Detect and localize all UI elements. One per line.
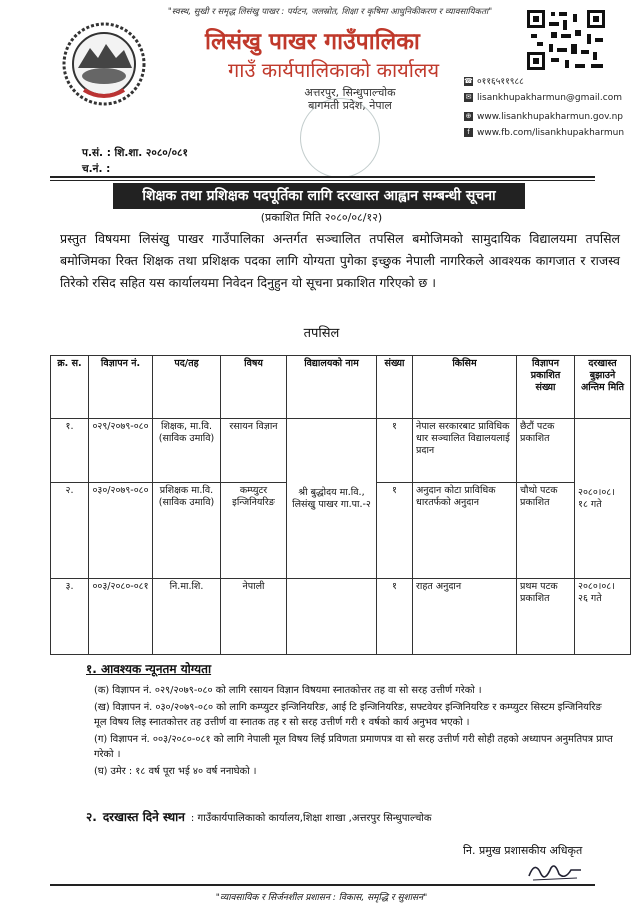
header-divider-thin [50,180,595,181]
table-header-row [51,356,631,419]
phone-icon: ☎ [464,77,473,85]
row-school-empty [287,579,377,655]
contact-facebook-text: www.fb.com/lisankhupakharmun [477,128,625,138]
submission-number: २. [86,810,97,824]
signature-icon [525,858,585,886]
email-icon: ✉ [465,93,472,101]
notice-title: शिक्षक तथा प्रशिक्षक पदपूर्तिका लागि दरखास्त आह्वान सम्बन्धी सूचना [113,183,525,209]
header-tagline: "स्वस्थ, सुखी र समृद्ध लिसंखु पाखर : पर्यटन, जलस्रोत, शिक्षा र कृषिमा आधुनिकीकरण र व्यावसायिकता" [167,7,493,17]
notice-intro: प्रस्तुत विषयमा लिसंखु पाखर गाउँपालिका अन्तर्गत सञ्चालित तपसिल बमोजिमको सामुदायिक विद्यालयमा तपसिल बमोजिमका रिक्त शिक्षक तथा प्रशिक्षक पदका लागि योग्यता पुगेका इच्छुक नेपाली नागरिकले आवश्यक कागजात र राजस्व तिरेको रसिद सहित यस कार्यालयमा निवेदन दिनुहुन यो सूचना प्रकाशित गरिएको छ । [60,231,620,290]
facebook-icon: f [464,128,473,137]
requirement-item: (ग) विज्ञापन नं. ००३/२०८०-०८१ को लागि नेपाली मूल विषय लिई प्रविणता प्रमाणपत्र वा सो सरह उत्तीर्ण गरी सोही तहको अध्यापन अनुमतिपत्र प्राप्त गरेको । [94,733,613,760]
col-header-deadline: दरखास्त बुझाउने अन्तिम मिति [575,356,631,419]
row-count: १ [377,419,413,483]
address-line-2: बागमती प्रदेश, नेपाल [308,99,392,112]
requirements-list [94,683,614,780]
schedule-title: तपसिल [303,326,340,341]
row-post: शिक्षक, मा.वि. (साविक उमावि) [153,419,221,483]
col-header-subject: विषय [221,356,287,419]
dispatch-number: च.नं. : [82,163,111,175]
row-count: १ [377,483,413,579]
globe-icon: ⊕ [465,112,472,120]
address-line-1: अत्तरपुर, सिन्धुपाल्चोक [304,86,396,99]
footer-divider [50,884,595,886]
office-title: गाउँ कार्यपालिकाको कार्यालय [228,58,440,82]
contact-website-text: www.lisankhupakharmun.gov.np [477,112,624,122]
table-row [51,579,631,655]
footer-tagline: "व्यावसायिक र सिर्जनशील प्रशासन : विकास, समृद्धि र सुशासन" [215,893,428,903]
qr-code-icon [525,8,607,72]
row-sn: १. [51,419,89,483]
contact-website[interactable] [464,112,623,122]
org-title: लिसंखु पाखर गाउँपालिका [205,29,420,55]
row-type: अनुदान कोटा प्राविधिक धारतर्फको अनुदान [413,483,517,579]
header-divider [50,176,595,178]
row-adv-no: ००३/२०८०-०८१ [89,579,153,655]
col-header-sn: क्र. स. [51,356,89,419]
row-adv-no: ०२९/२०७९-०८० [89,419,153,483]
contact-phone [464,74,524,87]
contact-facebook[interactable] [464,128,624,138]
signatory-title: नि. प्रमुख प्रशासकीय अधिकृत [463,844,583,857]
row-published: चौथो पटक प्रकाशित [517,483,575,579]
office-address [285,86,415,112]
row-type: नेपाल सरकारबाट प्राविधिक धार सञ्चालित विद्यालयलाई प्रदान [413,419,517,483]
submission-label: दरखास्त दिने स्थान [102,810,185,824]
col-header-adv-no: विज्ञापन नं. [89,356,153,419]
row-sn: ३. [51,579,89,655]
col-header-published: विज्ञापन प्रकाशित संख्या [517,356,575,419]
government-emblem-icon [60,20,148,108]
row-subject: नेपाली [221,579,287,655]
requirement-item: (ख) विज्ञापन नं. ०३०/२०७९-०८० को लागि कम्प्युटर इन्जिनियरिङ, आई टि इन्जिनियरिङ, सफ्टवेयर इन्जिनियरिङ र कम्प्युटर सिस्टम इन्जिनियरिङ मूल विषय लिइ स्नातकोत्तर तह उत्तीर्ण वा स्नातक तह र सो सरह उत्तीर्ण गरी १ वर्षको कार्य अनुभव भएको । [94,701,602,728]
row-deadline: २०८०।०८। २६ गते [575,579,631,655]
submission-place [86,808,432,825]
vacancy-table [50,355,631,655]
row-sn: २. [51,483,89,579]
row-subject: रसायन विज्ञान [221,419,287,483]
table-row [51,419,631,483]
school-name: श्री बुद्धोदय मा.वि., लिसंखु पाखर गा.पा.-२ [287,419,377,579]
row-adv-no: ०३०/२०७९-०८० [89,483,153,579]
requirement-item: (घ) उमेर : १८ वर्ष पूरा भई ४० वर्ष ननाघेको । [94,765,257,777]
requirements-heading: १. आवश्यक न्यूनतम योग्यता [86,662,212,676]
col-header-school: विद्यालयको नाम [287,356,377,419]
row-count: १ [377,579,413,655]
contact-phone-text: ०११६५११९८८ [477,77,524,87]
contact-email[interactable] [464,93,622,103]
row-post: नि.मा.शि. [153,579,221,655]
reference-number: प.सं. : शि.शा. २०८०/०८१ [82,147,188,159]
col-header-count: संख्या [377,356,413,419]
row-published: छैटौं पटक प्रकाशित [517,419,575,483]
submission-value: : गाउँकार्यपालिकाको कार्यालय,शिक्षा शाखा ,अत्तरपुर सिन्धुपाल्चोक [190,813,432,824]
requirement-item: (क) विज्ञापन नं. ०२९/२०७९-०८० को लागि रसायन विज्ञान विषयमा स्नातकोत्तर तह वा सो सरह उत्तीर्ण गरेको । [94,685,482,696]
contact-email-text: lisankhupakharmun@gmail.com [477,93,622,103]
notice-published-date: (प्रकाशित मिति २०८०/०८/१२) [260,211,383,224]
row-deadline: २०८०।०८। १८ गते [575,419,631,579]
row-published: प्रथम पटक प्रकाशित [517,579,575,655]
row-post: प्रशिक्षक मा.वि. (साविक उमावि) [153,483,221,579]
row-subject: कम्प्युटर इन्जिनियरिङ [221,483,287,579]
col-header-post: पद/तह [153,356,221,419]
row-type: राहत अनुदान [413,579,517,655]
col-header-type: किसिम [413,356,517,419]
